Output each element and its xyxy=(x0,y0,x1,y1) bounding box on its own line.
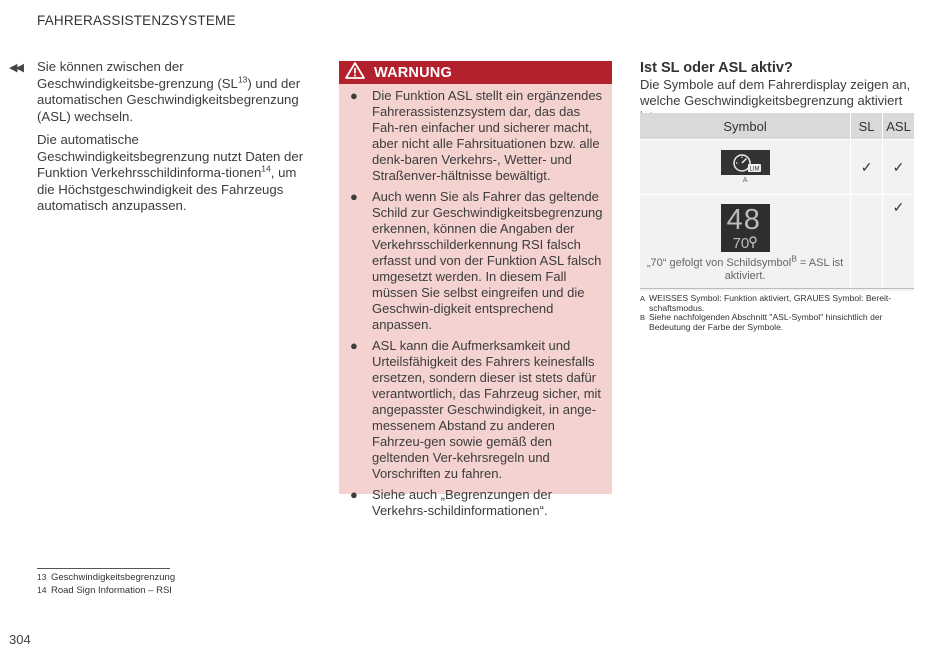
bullet: ● xyxy=(350,189,358,204)
asl-check: ✓ xyxy=(883,195,914,292)
table-bottom-rule xyxy=(640,288,914,289)
warning-triangle-icon xyxy=(345,62,365,84)
symbol-caption: „70“ gefolgt von Schildsymbol$^B$ = ASL ist aktiviert. xyxy=(646,252,844,282)
intro-column xyxy=(37,59,307,222)
header-sl: SL xyxy=(851,113,883,140)
table-notes xyxy=(640,294,914,332)
warning-item: ● Die Funktion ASL stellt ein ergänzendes Fahrerassistenzsystem dar, das das Fah-ren einfacher und sicherer macht, aber nicht alle Fahrsituationen bzw. alle denk-baren Verkehrs-, Wetter- und Straßenver-hältnisse bewältigt. xyxy=(350,88,603,183)
page-header: FAHRERASSISTENZSYSTEME xyxy=(37,13,236,28)
section-heading: Ist SL oder ASL aktiv? xyxy=(640,60,793,76)
back-arrows-icon[interactable]: ◀◀ xyxy=(9,62,22,74)
bullet: ● xyxy=(350,88,358,103)
intro-paragraph-1: Sie können zwischen der Geschwindigkeitsbe-grenzung (SL$^{13}$) und der automatischen Geschwindigkeitsbegrenzung (ASL) wechseln. xyxy=(37,59,301,124)
header-symbol: Symbol xyxy=(640,113,851,140)
table-row xyxy=(640,195,914,292)
warning-list xyxy=(339,84,612,519)
warning-item: ● Auch wenn Sie als Fahrer das geltende Schild zur Geschwindigkeitsbegrenzung erkennen, können die Angaben der Verkehrsschilderkennung RSI falsch erfasst und von der Funktion ASL falsch umgesetzt werden. In diesem Fall müssen Sie selbst eingreifen und die Geschwin-digkeit entsprechend anpassen. xyxy=(350,189,603,332)
note-marker-a: A xyxy=(742,177,748,184)
table-header-row xyxy=(640,113,914,140)
footnote: 13 Geschwindigkeitsbegrenzung xyxy=(37,572,176,583)
bullet: ● xyxy=(350,487,358,502)
driver-display-icon xyxy=(721,204,770,252)
symbol-cell xyxy=(640,195,851,292)
lim-label: LIM xyxy=(749,166,760,172)
footnote-divider xyxy=(37,568,170,569)
symbol-cell xyxy=(640,140,851,195)
bullet: ● xyxy=(350,338,358,353)
footnote-ref-14[interactable]: 14 xyxy=(261,163,271,174)
warning-header xyxy=(339,61,612,84)
asl-check: ✓ xyxy=(883,140,914,195)
footnote-ref-13[interactable]: 13 xyxy=(237,74,248,85)
warning-item: ● ASL kann die Aufmerksamkeit und Urteilsfähigkeit des Fahrers keinesfalls ersetzen, sondern dieser ist stets dafür verantwortlich, das Fahrzeug sicher, mit angepasster Geschwindigkeit, in ange-messenem Abstand zu anderen Fahrzeu-gen sowie gemäß den geltenden Ver-kehrsregeln und Vorschriften zu fahren. xyxy=(350,338,602,481)
sl-check-empty xyxy=(851,195,883,292)
footnote: 14 Road Sign Information – RSI xyxy=(37,585,172,596)
header-asl: ASL xyxy=(883,113,914,140)
sign-pin-icon xyxy=(749,236,757,248)
warning-title: WARNUNG xyxy=(374,64,452,81)
table-note: B Siehe nachfolgenden Abschnitt "ASL-Symbol" hinsichtlich der Bedeutung der Farbe der Symbole. xyxy=(640,312,883,332)
table-row xyxy=(640,140,914,195)
speedometer-lim-icon xyxy=(721,150,770,175)
symbol-table xyxy=(640,113,914,291)
section-intro: Die Symbole auf dem Fahrerdisplay zeigen an, welche Geschwindigkeitsbegrenzung aktiviert xyxy=(640,77,911,108)
sl-check: ✓ xyxy=(851,140,883,195)
display-speed: 48 xyxy=(726,203,761,236)
display-limit: 70 xyxy=(733,235,758,252)
page-number: 304 xyxy=(9,632,31,647)
table-note: A WEISSES Symbol: Funktion aktiviert, GRAUES Symbol: Bereit-schaftsmodus. xyxy=(640,293,892,313)
intro-paragraph-2: Die automatische Geschwindigkeitsbegrenzung nutzt Daten der Funktion Verkehrsschildinforma-tionen$^{14}$, um die Höchstgeschwindigkeit des Fahrzeugs automatisch anzupassen. xyxy=(37,132,304,213)
warning-box xyxy=(339,61,612,518)
warning-item: ● Siehe auch „Begrenzungen der Verkehrs-schildinformationen“. xyxy=(350,487,552,518)
